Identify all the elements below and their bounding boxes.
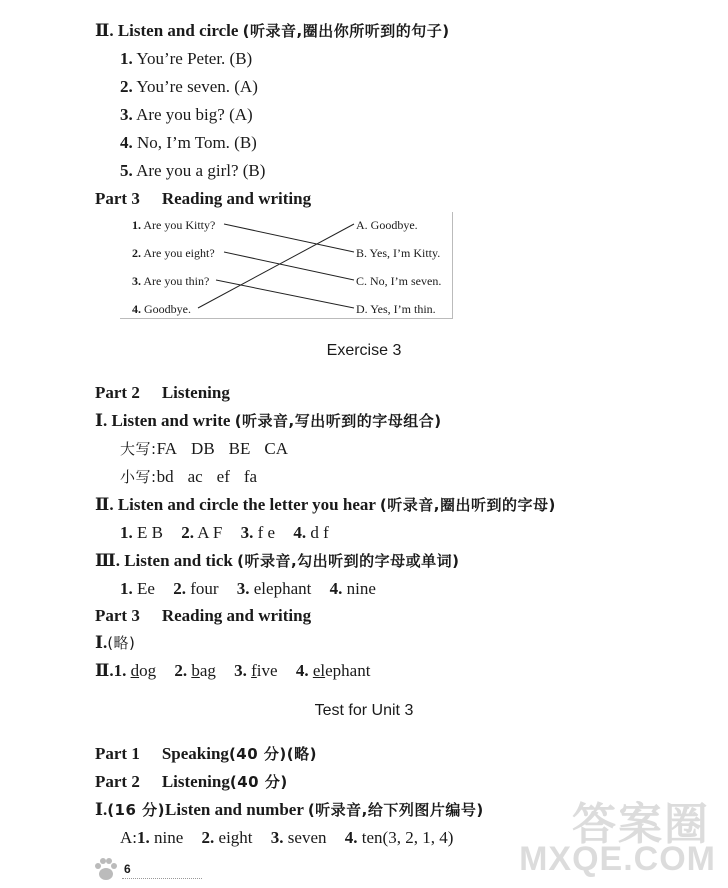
letters-line: 1. E B 2. A F 3. f e 4. d f — [120, 523, 329, 542]
paw-icon — [92, 856, 120, 884]
rw-i-line: Ⅰ.(略) — [95, 633, 136, 652]
part2-heading: Part 2 Listening — [95, 383, 230, 402]
part3-heading-2: Part 3 Reading and writing — [95, 606, 312, 625]
test-part1-heading: Part 1 Speaking(40 分)(略) — [95, 744, 317, 763]
listen-write-heading: Ⅰ. Listen and write (听录音,写出听到的字母组合) — [95, 411, 442, 430]
tick-line: 1. Ee 2. four 3. elephant 4. nine — [120, 579, 376, 598]
watermark-logo — [519, 788, 720, 878]
match-question: 3. Are you thin? — [132, 274, 210, 288]
test-a-line: A:1. nine 2. eight 3. seven 4. ten(3, 2, 1, 4) — [120, 828, 454, 847]
page-number: 6 — [124, 862, 131, 876]
list-item: 3. Are you big? (A) — [120, 105, 253, 124]
match-line-1 — [224, 224, 354, 252]
watermark-line2: MXQE.COM — [519, 840, 716, 878]
uppercase-line: 大写:FA DB BE CA — [120, 439, 289, 458]
sec1-title-cn: (听录音,圈出你所听到的句子) — [242, 22, 450, 40]
match-question: 4. Goodbye. — [132, 302, 191, 316]
lowercase-line: 小写:bd ac ef fa — [120, 467, 258, 486]
list-item: 4. No, I’m Tom. (B) — [120, 133, 257, 152]
rw-ii-line: Ⅱ.1. dog 2. bag 3. five 4. elephant — [95, 661, 371, 680]
test-part2-heading: Part 2 Listening(40 分) — [95, 772, 288, 791]
test-title: Test for Unit 3 — [314, 702, 414, 719]
part3-heading: Part 3 Reading and writing — [95, 189, 312, 208]
match-line-4 — [198, 224, 354, 308]
match-line-3 — [216, 280, 354, 308]
test-listen-number-heading: Ⅰ.(16 分)Listen and number (听录音,给下列图片编号) — [95, 800, 484, 819]
match-question: 2. Are you eight? — [132, 246, 215, 260]
match-answer: A. Goodbye. — [356, 218, 418, 232]
page-footer — [92, 856, 202, 886]
match-line-2 — [224, 252, 354, 280]
list-item: 5. Are you a girl? (B) — [120, 161, 266, 180]
watermark-line1: 答案圈 — [572, 799, 710, 850]
list-item: 2. You’re seven. (A) — [120, 77, 258, 96]
match-answer: D. Yes, I’m thin. — [356, 302, 436, 316]
sec1-title-en: Listen and circle — [117, 21, 239, 40]
listen-circle-heading: Ⅱ. Listen and circle the letter you hear (听录音,圈出听到的字母) — [95, 495, 556, 514]
match-answer: C. No, I’m seven. — [356, 274, 442, 288]
exercise-title: Exercise 3 — [326, 342, 402, 359]
list-item: 1. You’re Peter. (B) — [120, 49, 253, 68]
sec1-numeral: Ⅱ. — [95, 21, 114, 40]
match-question: 1. Are you Kitty? — [132, 218, 216, 232]
sec1-heading — [95, 20, 450, 42]
match-answer: B. Yes, I’m Kitty. — [356, 246, 441, 260]
matching-diagram — [120, 212, 453, 319]
footer-dotted-line — [122, 878, 202, 879]
listen-tick-heading: Ⅲ. Listen and tick (听录音,勾出听到的字母或单词) — [95, 551, 460, 570]
